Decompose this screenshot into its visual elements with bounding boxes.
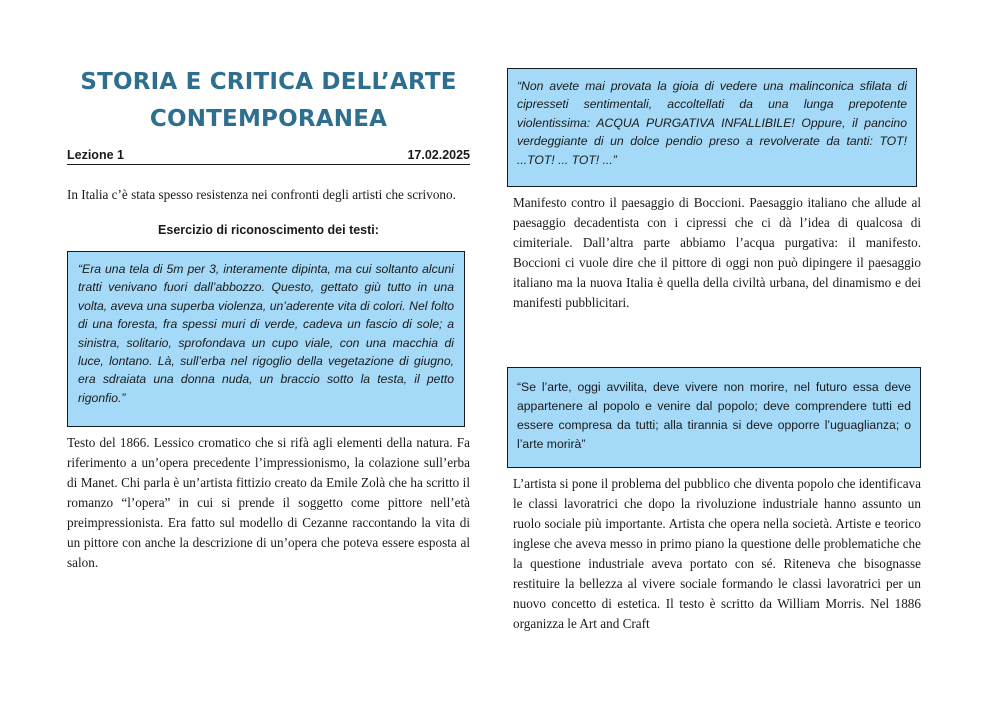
exercise-subheading: Esercizio di riconoscimento dei testi:: [158, 223, 379, 237]
page-title: [67, 64, 470, 138]
lesson-label: Lezione 1: [67, 148, 124, 162]
lesson-header: [67, 148, 470, 165]
commentary-morris: L’artista si pone il problema del pubblico che diventa popolo che identificava le classi lavoratrici che dopo la rivoluzione industriale hanno assunto un ruolo sociale più importante. Artista che opera nella società. Artiste e teorico inglese che aveva messo in primo piano la questione delle problematiche che la questione industriale aveva portato con sé. Riteneva che bisognasse restituire la bellezza al vivere sociale formando le classi lavoratrici per un nuovo concetto di estetica. Il testo è scritto da William Morris. Nel 1886 organizza le Art and Craft: [513, 476, 921, 631]
intro-paragraph: In Italia c’è stata spesso resistenza nei confronti degli artisti che scrivono.: [67, 187, 456, 202]
quote-box-zola: “Era una tela di 5m per 3, interamente dipinta, ma cui soltanto alcuni tratti venivano fuori dall’abbozzo. Questo, gettato giù tutto in una volta, aveva una superba violenza, un’aderente vita di colori. Nel folto di una foresta, fra spessi muri di verde, cadeva un fascio di sole; a sinistra, solitario, sprofondava un cupo viale, con una macchia di luce, lontano. Là, sull’erba nel rigoglio della vegetazione di giugno, era sdraiata una donna nuda, un braccio sotto la testa, il petto rigonfio.”: [67, 251, 465, 427]
left-column: [67, 64, 470, 573]
quote-box-boccioni: “Non avete mai provata la gioia di vedere una malinconica sfilata di cipresseti sentimentali, accoltellati da una lunga prepotente violentissima: ACQUA PURGATIVA INFALLIBILE! Oppure, il pancino verdeggiante di un dolce pendio preso a revolverate da tanti: TOT! ...TOT! ... TOT! ...”: [507, 68, 917, 187]
commentary-boccioni: Manifesto contro il paesaggio di Boccioni. Paesaggio italiano che allude al paesaggio decadentista con i cipressi che ci dà l’idea di qualcosa di cimiteriale. Dall’altra parte abbiamo l’acqua purgativa: il manifesto. Boccioni ci vuole dire che il pittore di oggi non può dipingere il paesaggio italiano ma la nuova Italia è quella della civiltà urbana, del dinamismo e dei manifesti pubblicitari.: [513, 195, 921, 310]
right-column: [507, 68, 920, 634]
commentary-zola: Testo del 1866. Lessico cromatico che si rifà agli elementi della natura. Fa riferimento a un’opera precedente l’impressionismo, la colazione sull’erba di Manet. Chi parla è un’artista fittizio creato da Emile Zolà che ha scritto il romanzo “l’opera” in cui si prende il soggetto come pittore nell’età preimpressionista. Era fatto sul modello di Cezanne raccontando la vita di un pittore con anche la descrizione di un’opera che poteva essere esposta al salon.: [67, 435, 470, 570]
lesson-date: 17.02.2025: [407, 148, 470, 162]
title-line-2: CONTEMPORANEA: [149, 106, 388, 132]
quote-box-morris: “Se l’arte, oggi avvilita, deve vivere non morire, nel futuro essa deve appartenere al popolo e venire dal popolo; deve comprendere tutti ed essere compresa da tutti; alla tirannia si deve opporre l’uguaglianza; o l’arte morirà”: [507, 367, 921, 468]
title-line-1: STORIA E CRITICA DELL’ARTE: [80, 69, 457, 95]
